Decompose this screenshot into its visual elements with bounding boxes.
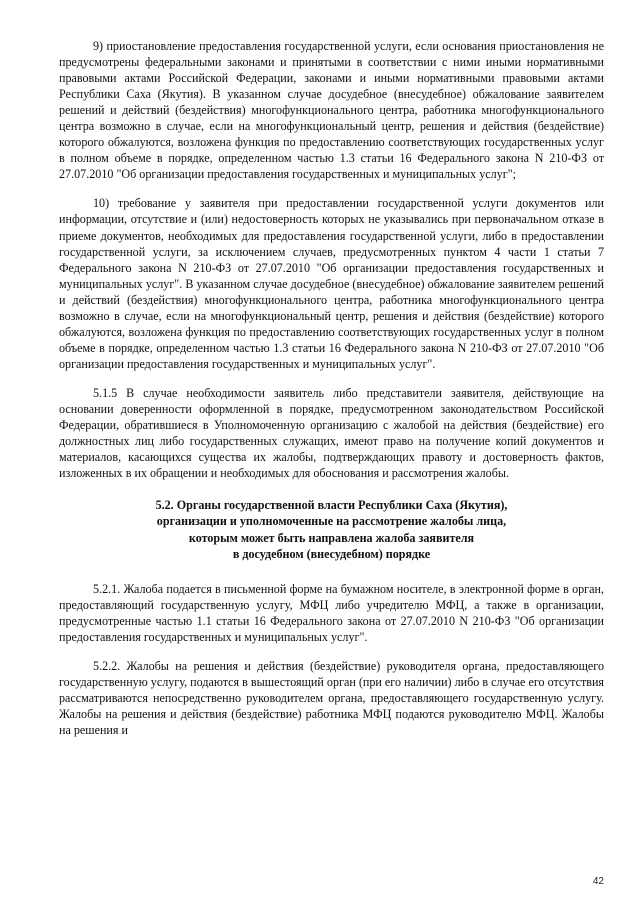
heading-line: 5.2. Органы государственной власти Республики Саха (Якутия), xyxy=(155,498,508,513)
section-heading-5-2 xyxy=(59,497,604,562)
paragraph-5-1-5: 5.1.5 В случае необходимости заявитель либо представители заявителя, действующие на основании доверенности оформленной в порядке, предусмотренном законодательством Российской Федерации, обратившиеся в Уполномоченную организацию с жалобой на действия (бездействие) его должностных лиц либо государственных служащих, имеют право на получение копий документов и материалов, касающихся существа их жалобы, подтверждающих правоту и достоверность фактов, изложенных в их обращении и необходимых для обоснования и рассмотрения жалобы. xyxy=(59,385,604,481)
heading-line: организации и уполномоченные на рассмотрение жалобы лица, xyxy=(156,514,507,529)
paragraph-item-10: 10) требование у заявителя при предоставлении государственной услуги документов или информации, отсутствие и (или) недостоверность которых не указывались при первоначальном отказе в приеме документов, необходимых для предоставления государственной услуги, либо в предоставлении государственной услуги, за исключением случаев, предусмотренных пунктом 4 части 1 статьи 7 Федерального закона N 210-ФЗ от 27.07.2010 "Об организации предоставления государственных и муниципальных услуг". В указанном случае досудебное (внесудебное) обжалование заявителем решений и действий (бездействия) многофункционального центра, работника многофункционального центра возможно в случае, если на многофункциональный центр, решения и действия (бездействие) которого обжалуются, возложена функция по предоставлению соответствующих государственных услуг в полном объеме в порядке, определенном частью 1.3 статьи 16 Федерального закона N 210-ФЗ от 27.07.2010 "Об организации предоставления государственных и муниципальных услуг". xyxy=(59,196,604,371)
paragraph-5-2-2: 5.2.2. Жалобы на решения и действия (бездействие) руководителя органа, предоставляющего государственную услугу, подаются в вышестоящий орган (при его наличии) либо в случае его отсутствия рассматриваются непосредственно руководителем органа, предоставляющего государственную услугу. Жалобы на решения и действия (бездействие) работника МФЦ подаются руководителю МФЦ. Жалобы на решения и xyxy=(59,659,604,738)
page-number: 42 xyxy=(592,876,604,887)
heading-line: в досудебном (внесудебном) порядке xyxy=(232,546,431,561)
paragraph-item-9: 9) приостановление предоставления государственной услуги, если основания приостановления не предусмотрены федеральными законами и принятыми в соответствии с ними иными нормативными правовыми актами Российской Федерации, законами и иными нормативными правовыми актами Республики Саха (Якутия). В указанном случае досудебное (внесудебное) обжалование заявителем решений и действий (бездействия) многофункционального центра, работника многофункционального центра возможно в случае, если на многофункциональный центр, решения и действия (бездействие) которого обжалуются, возложена функция по предоставлению соответствующих государственных услуг в полном объеме в порядке, определенном частью 1.3 статьи 16 Федерального закона N 210-ФЗ от 27.07.2010 "Об организации предоставления государственных и муниципальных услуг"; xyxy=(59,39,604,182)
heading-line: которым может быть направлена жалоба заявителя xyxy=(188,530,475,545)
paragraph-5-2-1: 5.2.1. Жалоба подается в письменной форме на бумажном носителе, в электронной форме в орган, предоставляющий государственную услугу, МФЦ либо учредителю МФЦ, а также в организации, предусмотренные частью 1.1 статьи 16 Федерального закона от 27.07.2010 N 210-ФЗ "Об организации предоставления государственных и муниципальных услуг". xyxy=(59,582,604,645)
